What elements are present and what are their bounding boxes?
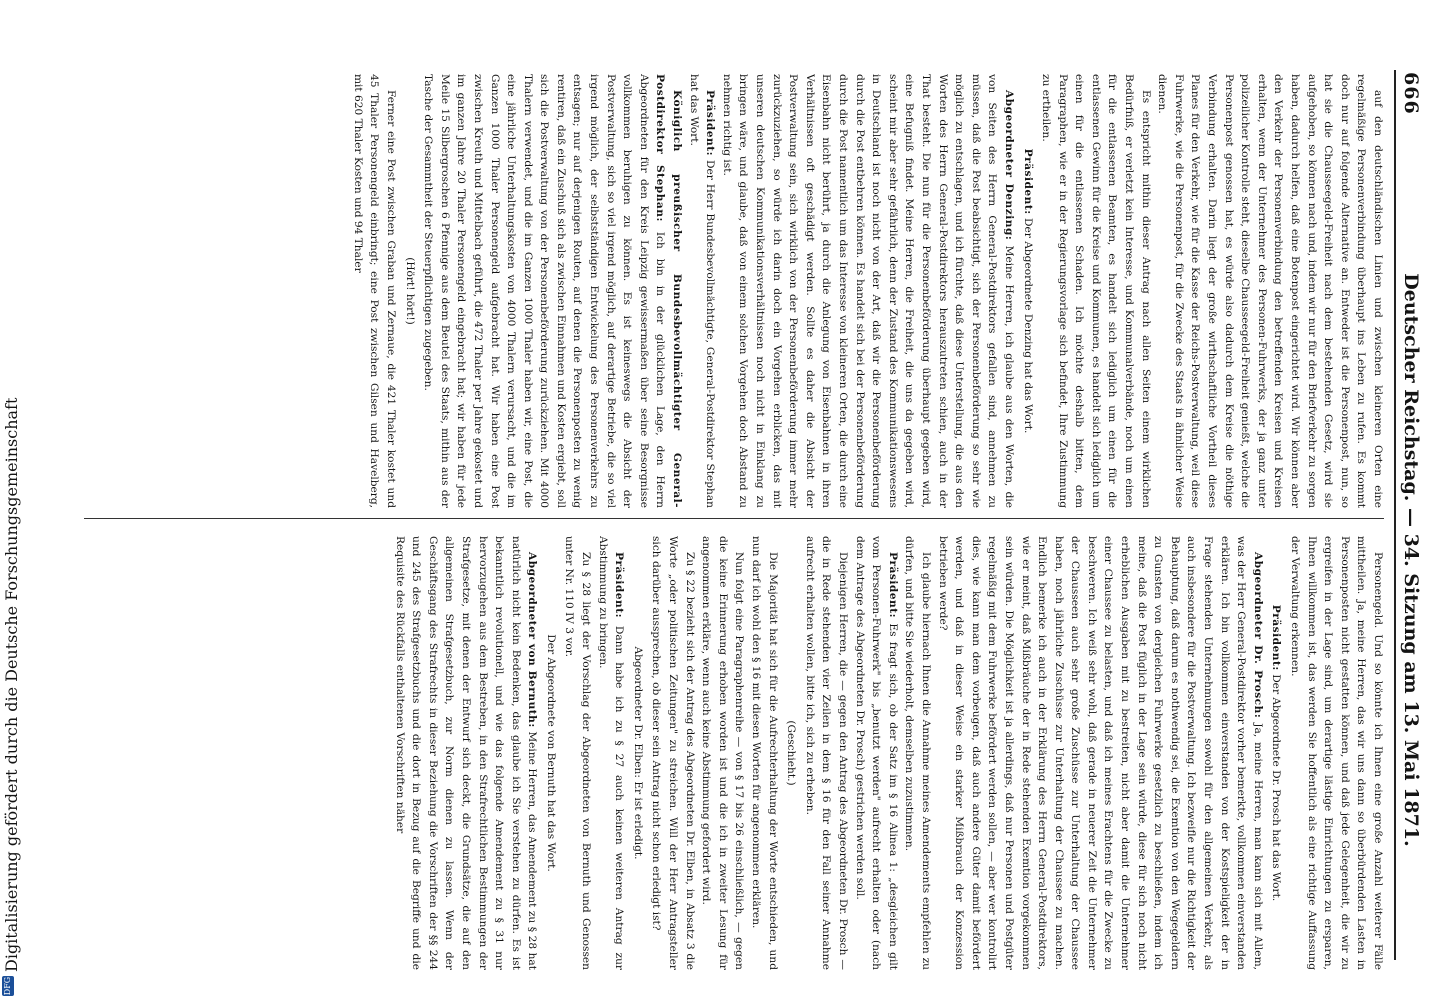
speaker-name: Präsident: [704, 90, 717, 157]
paragraph-text: Der Herr Bundesbevollmächtigte, General-Postdirektor Stephan hat das Wort. [687, 74, 717, 508]
paragraph-text: Abgeordneter Dr. Elben: Er ist erledigt. [631, 646, 644, 860]
paragraph-text: auf den deutschländischen Linien und zwischen kleineren Orten eine regelmäßige Personenverbindung überhaupt ins Leben zu rufen. Es kommt doch nur auf folgende Alternative an. Entweder ist die Personenpost, nun, so hat sie die Chausseegeld-Freiheit nach dem bestehenden Gesetz, wird sie aufgehoben, so können nach und, indem wir nur für den Briefverkehr zu sorgen haben, dadurch helfen, daß eine Botenpost eingerichtet wird. Wir können aber den Verkehr der Personenverbindung den betreffenden Kreisen und Kreisen erhalten, wenn der Unternehmer des Personen-Fuhrwerks, der ja ganz unter polizeilicher Kontrolle steht, dieselbe Chausseegeld-Freiheit genießt, welche die Personenpost genossen hat, es würde also dadurch dem Kreise die nöthige Verbindung erhalten. Darin liegt der große wirthschaftliche Vortheil dieses Planes für den Verkehr, wie für die Kasse der Reichs-Postverwaltung, weil diese Fuhrwerke, wie die Personenpost, für die Zwecke des Staats in ähnlicher Weise dienen. [1156, 74, 1384, 508]
paragraph-text: Zu § 22 bezieht sich der Antrag des Abgeordneten Dr. Elben, in Absatz 3 die Worte „oder politischen Zeitungen" zu streichen. Will der Herr Antragsteller sich darüber aussprechen, ob dieser sein Antrag nicht schon erledigt ist? [650, 536, 696, 970]
left-column [86, 74, 1386, 508]
paragraph [801, 536, 851, 970]
paragraph [1268, 536, 1285, 970]
paragraph-text: Dann habe ich zu § 27 auch keinen weiteren Antrag zur Abstimmung zu bringen. [596, 536, 626, 970]
page-number: 666 [1400, 72, 1422, 115]
running-head: Deutscher Reichstag. — 34. Sitzung am 13. Mai 1871. [1400, 273, 1422, 847]
paragraph [901, 536, 934, 970]
paragraph-text: Es fragt sich, ob der Satz im § 16 Alinea 1: „desgleichen gilt vom Personen-Fuhrwerk" bis „benutzt werden" aufrecht erhalten oder (nach dem Antrage des Abgeordneten Dr. Prosch) gestrichen werden soll. [853, 536, 899, 970]
paragraph [401, 74, 418, 508]
paragraph-text: Die Majorität hat sich für die Aufrechterhaltung der Worte entschieden, und nun darf ich wohl den § 16 mit diesen Worten für angenommen erklären. [750, 536, 779, 970]
paragraph-text: Meine Herren, ich glaube aus den Worten, die von Seiten des Herrn General-Postdirektors gefallen sind, annehmen zu müssen, daß die Post beabsichtigt, sich der Personenbeförderung so sehr wie möglich zu entschlagen, und ich fürchte, daß diese Unterstellung, die aus den Worten des Herrn General-Postdirektors herauszutreten schien, auch in der That besteht. Die nun für die Personenbeförderung überhaupt gegeben wird, eine Befugniß findet. Meine Herren, die Freiheit, die uns da gegeben wird, scheint mir aber sehr gefährlich, denn der Zustand des Kommunikationswesens in Deutschland ist noch nicht von der Art, daß wir die Personenbeförderung durch die Post entbehren können. Es handelt sich bei der Personenbeförderung durch die Post namentlich um das Interesse von kleineren Orten, die durch eine Eisenbahn nicht berührt, ja durch die Anlegung von Eisenbahnen in ihren Verhältnissen oft geschädigt werden. Sollte es daher die Absicht der Postverwaltung sein, sich wirklich von der Personenbeförderung immer mehr zurückzuziehen, so würde ich darin doch ein Vorgehen erblicken, das mit unseren deutschen Kommunikationsverhältnissen noch nicht in Einklang zu bringen wäre, und glaube, daß von einem solchen Vorgehen doch Abstand zu nehmen richtig ist. [720, 74, 1015, 508]
speaker-name: Königlich preußischer Bundesbevollmächtigter General-Postdirektor Stephan: [654, 74, 684, 508]
paragraph [1286, 536, 1386, 970]
paragraph [698, 536, 748, 970]
paragraph [1019, 74, 1036, 508]
speaker-name: Abgeordneter Dr. Prosch: [1251, 552, 1264, 719]
paragraph [685, 74, 718, 508]
paragraph [391, 536, 540, 970]
speaker-name: Abgeordneter von Bernuth: [526, 552, 539, 728]
digitization-credit: Digitalisierung gefördert durch die Deutsche Forschungsgemeinschaft [2, 397, 21, 972]
paragraph-text: Der Abgeordnete Dr. Prosch hat das Wort. [1270, 674, 1283, 902]
paragraph [648, 536, 698, 970]
paragraph-text: Meine Herren, das Amendement zu § 28 hat natürlich nicht kein Bedenken, das glaube ich Sie verstehen zu dürfen. Es ist bekanntlich revolutionell, und wie das folgende Amendement zu § 31 nur hervorzugehen aus dem Bestreben, in den Strafrechtlichen Bestimmungen der Strafgesetze, mit denen der Entwurf sich deckt, die Grundsätze, die auf den allgemeinen Strafgesetzbuch, zur Norm dienen zu lassen. Wenn der Geschäftsgang des Strafrechts in dieser Beziehung die Vorschriften der §§ 244 und 245 des Strafgesetzbuchs und die dort in Bezug auf die Begriffe und die Requisite des Rückfalls enthaltenen Vorschriften näher [393, 536, 539, 970]
header-rule [1394, 70, 1396, 960]
paragraph-text: Der Abgeordnete Denzing hat das Wort. [1021, 218, 1034, 434]
speaker-name: Präsident: [886, 552, 899, 619]
paragraph-text: Personengeld. Und so könnte ich Ihnen eine große Anzahl weiterer Fälle mittheilen. Ja, meine Herren, das wir uns dann so überbürdenden Lasten in Personenposten nicht gestatten können, und daß jede Gelegenheit, die wir zu ergreifen in der Lage sind, um derartige lästige Einrichtungen zu ersparen, Ihnen willkommen ist, das werden Sie hoffentlich als eine richtige Auffassung der Verwaltung erkennen. [1289, 536, 1384, 970]
paragraph [420, 74, 686, 508]
right-column [86, 536, 1386, 970]
speaker-name: Präsident: [613, 552, 626, 619]
paragraph-text: Diejenigen Herren, die — gegen den Antrag des Abgeordneten Dr. Prosch — die in Rede stehenden vier Zeilen in dem § 16 für den Fall seiner Annahme aufrecht erhalten wollen, bitte ich, sich zu erheben. [803, 536, 849, 970]
paragraph [718, 74, 1017, 508]
paragraph-text: Ich glaube hiernach Ihnen die Annahme meines Amendements empfehlen zu dürfen, und bitte Sie wiederholt, demselben zuzustimmen. [903, 536, 932, 970]
footer [0, 0, 21, 1000]
paragraph [349, 74, 399, 508]
paragraph-text: Ich bin in der glücklichen Lage, den Herrn Abgeordneten für den Kreis Leipzig gewissermaßen über seine Besorgnisse vollkommen beruhigen zu können. Es ist keineswegs die Absicht der Postverwaltung, sich so viel irgend möglich, auf derartige Betriebe, die so viel irgend möglich, der selbstständigen Entwickelung des Personenverkehrs zu entsagen; nur auf derjenigen Routen, auf denen die Personenposten zu wenig rentiren, daß ein Zuschuß sich als zwischen Einnahmen und Kosten ergiebt, soll sich die Postverwaltung von der Personenbeförderung zurückziehen. Mit 4000 Thalern verwendet, und die im Ganzen 1000 Thaler haben wir, eine Post, die eine jährliche Unterhaltungskosten von 4000 Thalern verursacht, und die im Ganzen 1000 Thaler Personengeld aufgebracht hat. Wir haben eine Post zwischen Kreuth und Mittelbach geführt, die 472 Thaler per Jahre gekostet und im ganzen Jahre 20 Thaler Personengeld eingebracht hat; wir haben für jede Meile 15 Silbergroschen 6 Pfennige aus dem Beutel des Staats, mithin aus der Tasche der Gesammtheit der Steuerpflichtigen zugegeben. [422, 74, 667, 508]
paragraph-text: Zu § 28 liegt der Vorschlag der Abgeordneten von Bernuth und Genossen unter Nr. 110 IV 3 vor. [563, 536, 593, 970]
paragraph-text: Der Abgeordnete von Bernuth hat das Wort. [544, 634, 557, 872]
paragraph-text: Ja, meine Herren, man kann sich mit Allem, was der Herr General-Postdirektor vorher bemerkte, vollkommen einverstanden erklären. Ich bin vollkommen einverstanden von der Kostspieligkeit der in Frage stehenden Unternehmungen sowohl für den allgemeinen Verkehr, als auch insbesondere für die Postverwaltung. Ich bezweifle nur die Richtigkeit der Behauptung, daß darum es nothwendig sei, die Exemtion von den Wegegeldern zu Gunsten von dergleichen Fuhrwerke gesetzlich zu beschließen, indem ich meine, daß die Post füglich in der Lage sein würde, diese für sich noch nicht erheblichen Ausgaben mit zu bestreiten, nicht aber damit die Unternehmer einer Chaussee zu belasten, und daß ich meines Erachtens für die Zwecke zu beschweren. Ich weiß sehr wohl, daß gerade in neuerer Zeit die Unternehmer der Chausseen auch sehr große Zuschüsse zur Unterhaltung der Chaussee haben, noch jährliche Zuschüsse zur Unterhaltung der Chaussee zu machen. Endlich bemerke ich auch in der Erklärung des Herrn General-Postdirektors, wie er meint, daß Mißbräuche der in Rede stehenden Exemtion vorgekommen sein würden. Die Möglichkeit ist ja allerdings, daß nur Personen und Postgüter regelmäßig mit dem Fuhrwerke befördert werden sollen, — aber wer kontrolirt dies, wie kann man dem vorbeugen, daß auch andere Güter damit befördert werden, und daß in dieser Weise ein starker Mißbrauch der Konzession betrieben werde? [936, 536, 1264, 970]
paragraph [934, 536, 1266, 970]
paragraph [851, 536, 901, 970]
paragraph [1038, 74, 1154, 508]
paragraph [561, 536, 594, 970]
paragraph-text: Nun folgt eine Paragraphenreihe — von § 17 bis 26 einschließlich, — gegen die keine Erinnerung erhoben worden ist und die ich in zweiter Lesung für angenommen erkläre, wenn auch keine Abstimmung gefordert wird. [700, 536, 746, 970]
paragraph [594, 536, 627, 970]
paragraph [1154, 74, 1386, 508]
paragraph [542, 536, 559, 970]
speaker-name: Präsident: [1270, 604, 1283, 671]
paragraph-text: Ferner eine Post zwischen Graban und Zernaue, die 421 Thaler kostet und 45 Thaler Personengeld einbringt; eine Post zwischen Gilsen und Havelberg, mit 620 Thaler Kosten und 94 Thaler [351, 74, 397, 508]
speaker-name: Präsident: [1021, 148, 1034, 215]
paragraph-text: Es entspricht mithin dieser Antrag nach allen Seiten einem wirklichen Bedürfniß, er verletzt kein Interesse, und Kommunalverbände, noch um einen für die entlassenen Beamten, es handelt sich lediglich um einen für die entlassenen Gewinn für die Kreise und Kommunen, es handelt sich lediglich um einen für die entlassenen Schaden. Ich möchte deshalb bitten, dem Paragraphen, wie er in der Regierungsvorlage sich befindet, Ihre Zustimmung zu ertheilen. [1040, 74, 1152, 508]
column-divider [84, 518, 1384, 519]
paragraph-text: (Geschieht.) [785, 720, 798, 786]
paragraph [629, 536, 646, 970]
paragraph-text: (Hört! hört!) [403, 257, 416, 325]
dfg-logo: DFG [3, 976, 12, 996]
paragraph [783, 536, 800, 970]
speaker-name: Abgeordneter Denzing: [1002, 90, 1015, 241]
paragraph [747, 536, 780, 970]
